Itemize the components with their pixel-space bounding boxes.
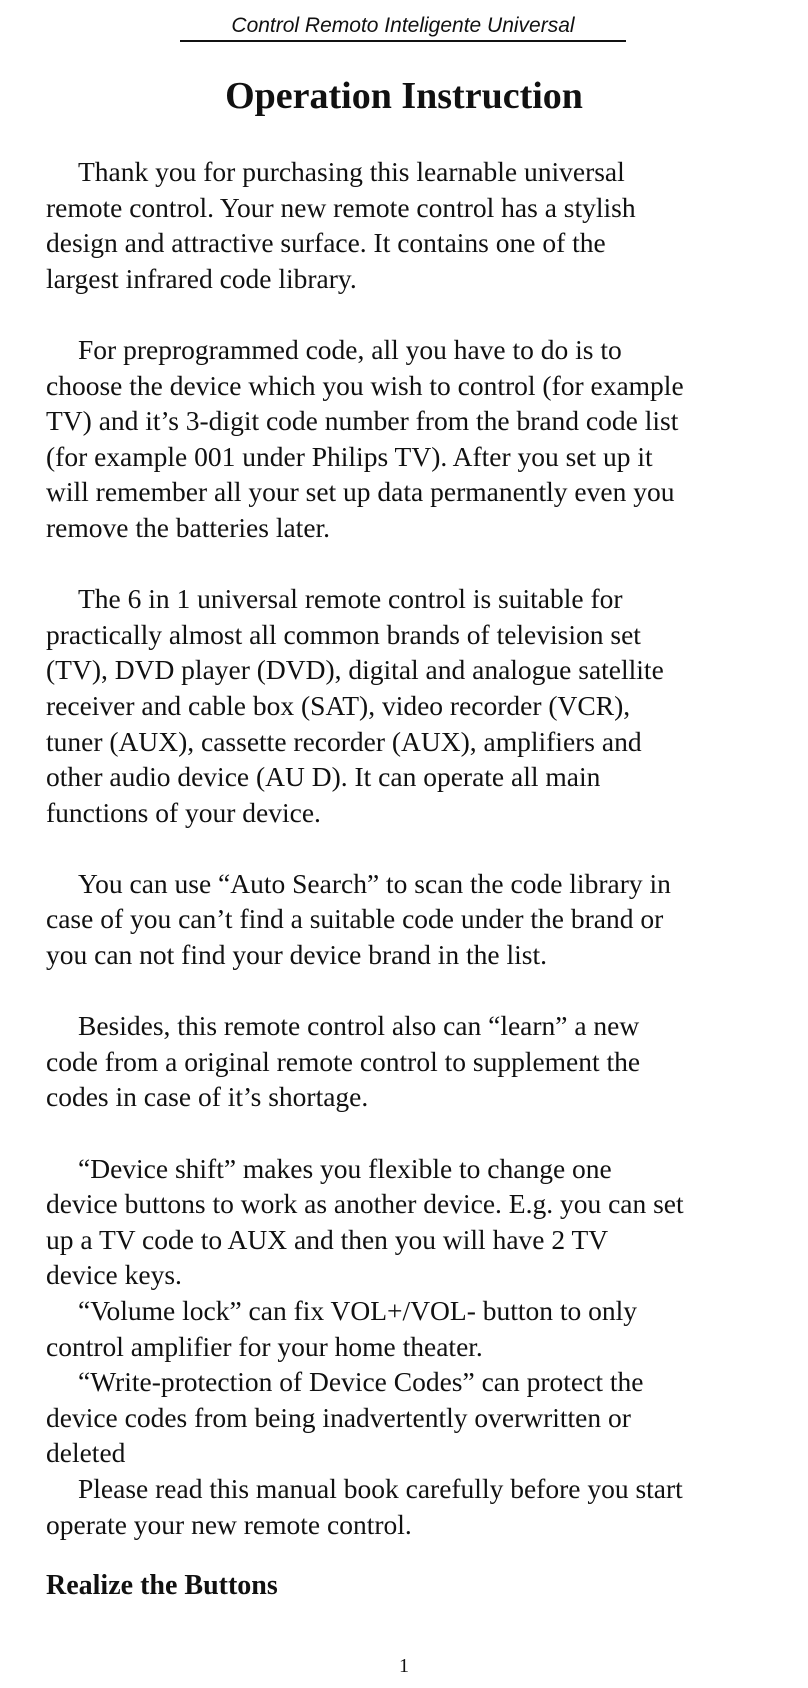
- paragraph-intro: Thank you for purchasing this learnable universal remote control. Your new remote control has a stylish design and attractive surface. It contains one of the largest infrared code library.: [46, 156, 636, 294]
- paragraph-write-protection: “Write-protection of Device Codes” can protect the device codes from being inadvertently overwritten or deleted: [46, 1366, 644, 1469]
- body-text: [46, 154, 776, 1542]
- paragraph-preprogrammed-code: For preprogrammed code, all you have to do is to choose the device which you wish to control (for example TV) and it’s 3-digit code number from the brand code list (for example 001 under Philips TV). After you set up it will remember all your set up data permanently even you remove the batteries later.: [46, 333, 684, 543]
- page-number: 1: [399, 1655, 409, 1677]
- section-heading: Realize the Buttons: [46, 1570, 278, 1601]
- paragraph-learning: Besides, this remote control also can “learn” a new code from a original remote control to supplement the codes in case of it’s shortage.: [46, 1010, 641, 1113]
- paragraph-read-manual: Please read this manual book carefully before you start operate your new remote control.: [46, 1472, 683, 1540]
- paragraph-device-shift: “Device shift” makes you flexible to change one device buttons to work as another device. E.g. you can set up a TV code to AUX and then you will have 2 TV device keys.: [46, 1152, 684, 1291]
- paragraph-auto-search: You can use “Auto Search” to scan the code library in case of you can’t find a suitable code under the brand or you can not find your device brand in the list.: [46, 867, 671, 971]
- paragraph-volume-lock: “Volume lock” can fix VOL+/VOL- button to only control amplifier for your home theater.: [46, 1295, 638, 1362]
- running-header: Control Remoto Inteligente Universal: [180, 12, 626, 42]
- paragraph-supported-devices: The 6 in 1 universal remote control is suitable for practically almost all common brands of television set (TV), DVD player (DVD), digital and analogue satellite receiver and cable box (SAT), video recorder (VCR), tuner (AUX), cassette recorder (AUX), amplifiers and other audio device (AU D). It can operate all main functions of your device.: [46, 583, 664, 828]
- page-title: Operation Instruction: [225, 75, 583, 117]
